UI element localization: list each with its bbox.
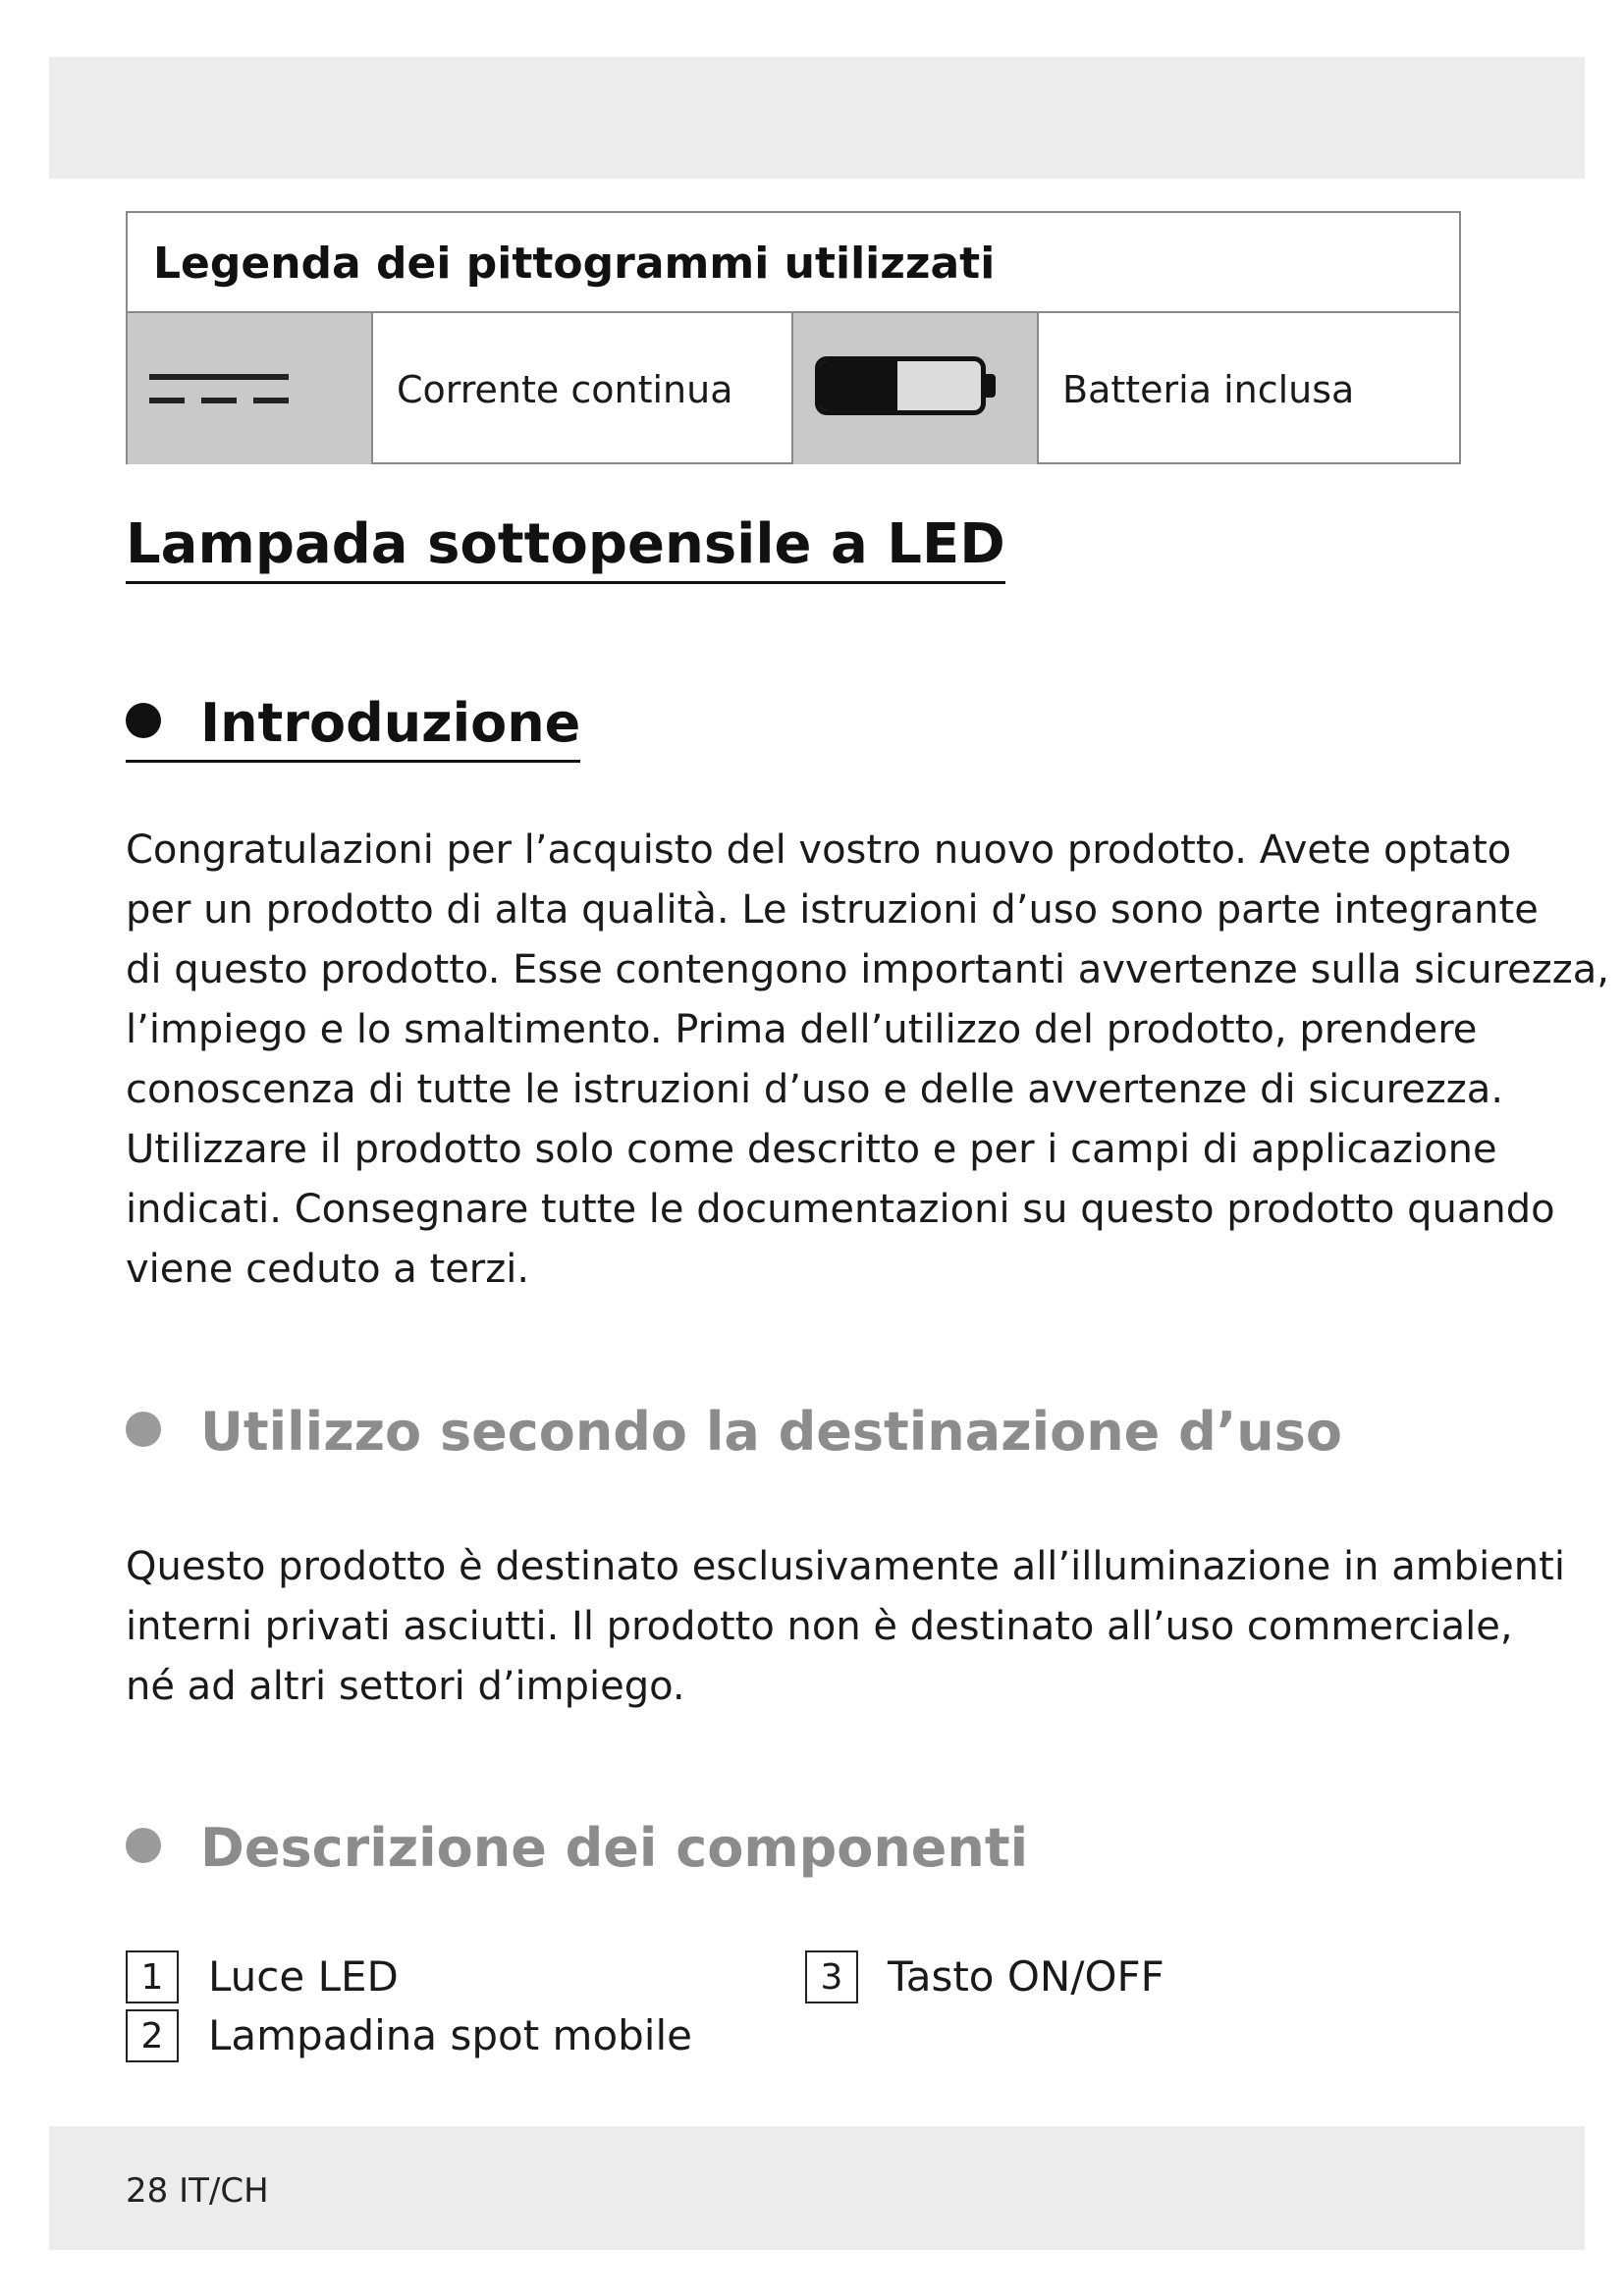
document-title: Lampada sottopensile a LED [126, 514, 1005, 584]
legend-title-row [128, 213, 1459, 313]
section-heading-intended-use [126, 1402, 1342, 1463]
component-number: 2 [126, 2009, 179, 2062]
battery-icon [815, 356, 986, 415]
component-number: 1 [126, 1950, 179, 2003]
intro-line: l’impiego e lo smaltimento. Prima dell’utilizzo del prodotto, prendere [126, 1007, 1478, 1052]
legend-label-battery: Batteria inclusa [1062, 368, 1355, 411]
component-label: Luce LED [208, 1952, 399, 2001]
section-bullet-icon [126, 1412, 161, 1447]
legend-cell-battery-label [1039, 313, 1461, 464]
footer-band [49, 2126, 1585, 2250]
intended-use-paragraph [126, 1537, 1565, 1717]
intro-line: Congratulazioni per l’acquisto del vostro nuovo prodotto. Avete optato [126, 828, 1512, 873]
legend-label-direct-current: Corrente continua [397, 368, 733, 411]
section-heading-components [126, 1818, 1028, 1879]
legend-cell-dc-icon [128, 313, 373, 464]
intro-line: conoscenza di tutte le istruzioni d’uso e delle avvertenze di sicurezza. [126, 1067, 1504, 1112]
intro-line: per un prodotto di alta qualità. Le istruzioni d’uso sono parte integrante [126, 887, 1539, 933]
intro-line: viene ceduto a terzi. [126, 1247, 530, 1292]
intro-line: di questo prodotto. Esse contengono importanti avvertenze sulla sicurezza, [126, 947, 1609, 992]
legend-cell-battery-icon [793, 313, 1039, 464]
page-number: 28 [126, 2171, 169, 2211]
battery-tip [986, 374, 996, 398]
components-heading-text: Descrizione dei componenti [200, 1817, 1029, 1879]
header-band [49, 57, 1585, 179]
intended-use-line: Questo prodotto è destinato esclusivamente all’illuminazione in ambienti [126, 1544, 1565, 1589]
intro-heading-text: Introduzione [200, 692, 581, 754]
intro-line: Utilizzare il prodotto solo come descritto e per i campi di applicazione [126, 1127, 1497, 1172]
legend-title: Legenda dei pittogrammi utilizzati [153, 239, 996, 289]
section-bullet-icon [126, 703, 161, 738]
legend-cell-dc-label [373, 313, 793, 464]
page-footer [126, 2171, 269, 2211]
component-label: Lampadina spot mobile [208, 2011, 692, 2059]
section-bullet-icon [126, 1828, 161, 1863]
section-heading-introduction [126, 693, 580, 763]
intended-use-line: né ad altri settori d’impiego. [126, 1664, 685, 1709]
intended-use-heading-text: Utilizzo secondo la destinazione d’uso [200, 1401, 1342, 1463]
intro-paragraph [126, 821, 1609, 1300]
component-item [805, 1949, 1164, 2003]
component-item [126, 1949, 399, 2003]
language-code: IT/CH [179, 2171, 269, 2211]
component-item [126, 2008, 692, 2062]
pictogram-legend-table [126, 211, 1461, 464]
component-number: 3 [805, 1950, 858, 2003]
direct-current-icon [149, 374, 289, 403]
intended-use-line: interni privati asciutti. Il prodotto non è destinato all’uso commerciale, [126, 1604, 1513, 1649]
intro-line: indicati. Consegnare tutte le documentazioni su questo prodotto quando [126, 1187, 1555, 1232]
component-label: Tasto ON/OFF [888, 1952, 1164, 2001]
